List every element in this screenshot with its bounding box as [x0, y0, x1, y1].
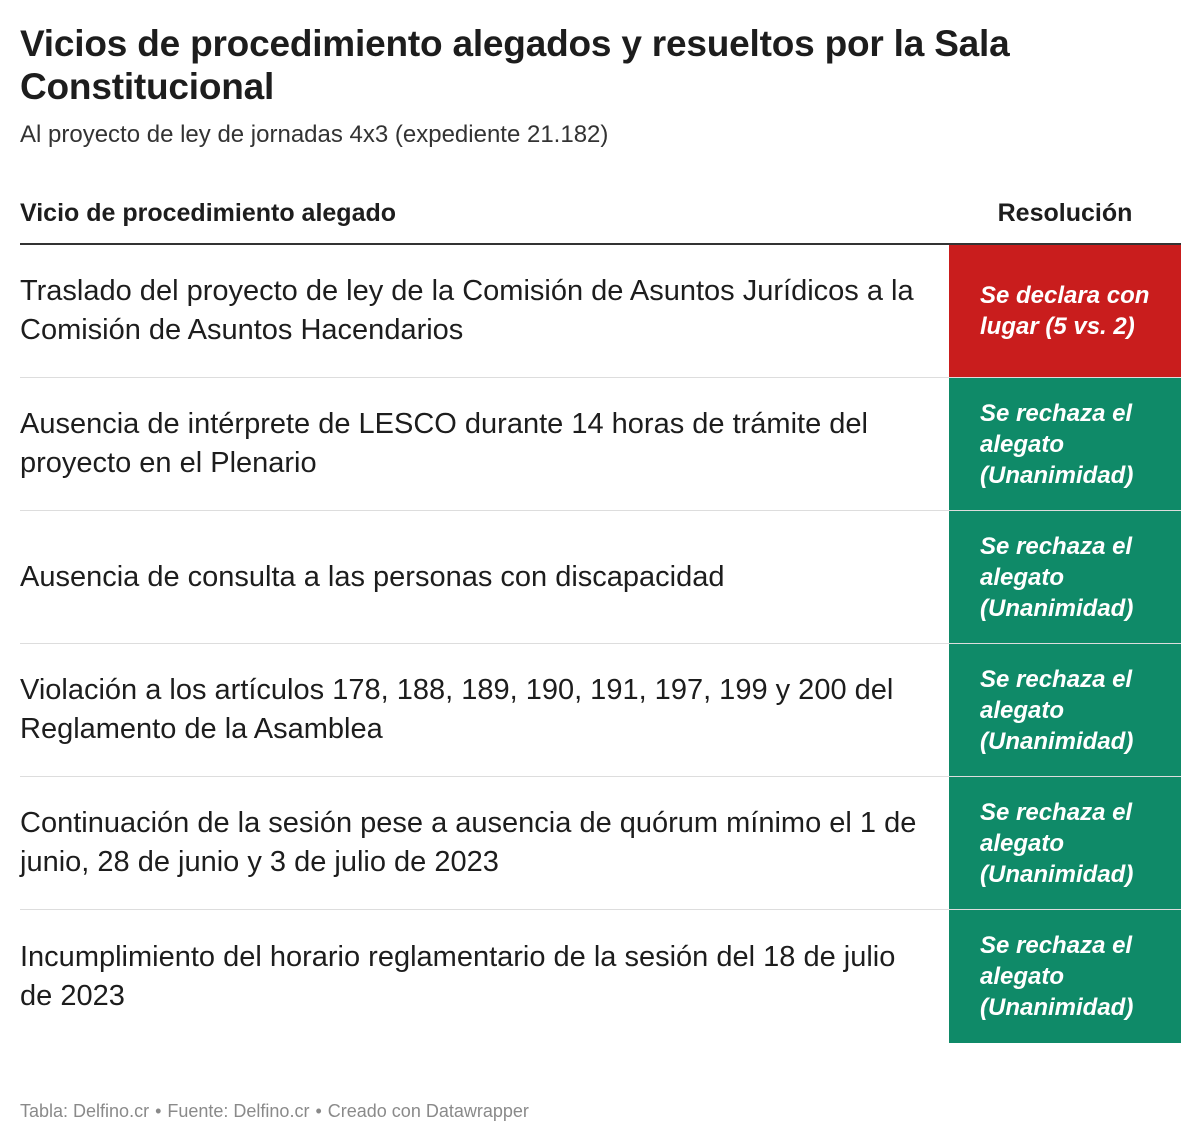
chart-footer [20, 1100, 529, 1122]
table-row [20, 777, 1181, 910]
vicio-cell: Ausencia de intérprete de LESCO durante 14 horas de trámite del proyecto en el Plenario [20, 408, 868, 479]
vicio-cell: Incumplimiento del horario reglamentario de la sesión del 18 de julio de 2023 [20, 940, 896, 1012]
resolucion-cell: Se rechaza el alegato (Unanimidad) [949, 777, 1181, 909]
data-table [20, 197, 1181, 1043]
chart-title: Vicios de procedimiento alegados y resueltos por la Sala Constitucional [20, 23, 1010, 107]
chart-container [20, 22, 1181, 1043]
resolucion-cell: Se rechaza el alegato (Unanimidad) [949, 511, 1181, 643]
table-row [20, 511, 1181, 644]
table-row [20, 910, 1181, 1043]
resolucion-cell: Se rechaza el alegato (Unanimidad) [949, 910, 1181, 1043]
resolucion-cell: Se rechaza el alegato (Unanimidad) [949, 644, 1181, 776]
resolucion-cell: Se declara con lugar (5 vs. 2) [949, 245, 1181, 377]
footer-separator: • [155, 1101, 162, 1121]
chart-subtitle: Al proyecto de ley de jornadas 4x3 (expediente 21.182) [20, 121, 609, 148]
vicio-cell: Continuación de la sesión pese a ausencia de quórum mínimo el 1 de junio, 28 de junio y 3 de julio de 2023 [20, 807, 917, 878]
column-header-resolucion: Resolución [997, 199, 1133, 227]
footer-separator: • [315, 1101, 322, 1121]
footer-creado: Creado con Datawrapper [327, 1101, 529, 1121]
vicio-cell: Traslado del proyecto de ley de la Comisión de Asuntos Jurídicos a la Comisión de Asuntos Hacendarios [20, 275, 914, 346]
table-row [20, 245, 1181, 378]
table-row [20, 644, 1181, 777]
column-header-vicio: Vicio de procedimiento alegado [20, 199, 397, 227]
table-row [20, 378, 1181, 511]
vicio-cell: Violación a los artículos 178, 188, 189, 190, 191, 197, 199 y 200 del Reglamento de la Asamblea [20, 674, 894, 745]
table-header [20, 197, 1181, 245]
footer-tabla: Tabla: Delfino.cr [20, 1101, 150, 1121]
footer-fuente: Fuente: Delfino.cr [167, 1101, 310, 1121]
resolucion-cell: Se rechaza el alegato (Unanimidad) [949, 378, 1181, 510]
vicio-cell: Ausencia de consulta a las personas con discapacidad [20, 560, 725, 593]
